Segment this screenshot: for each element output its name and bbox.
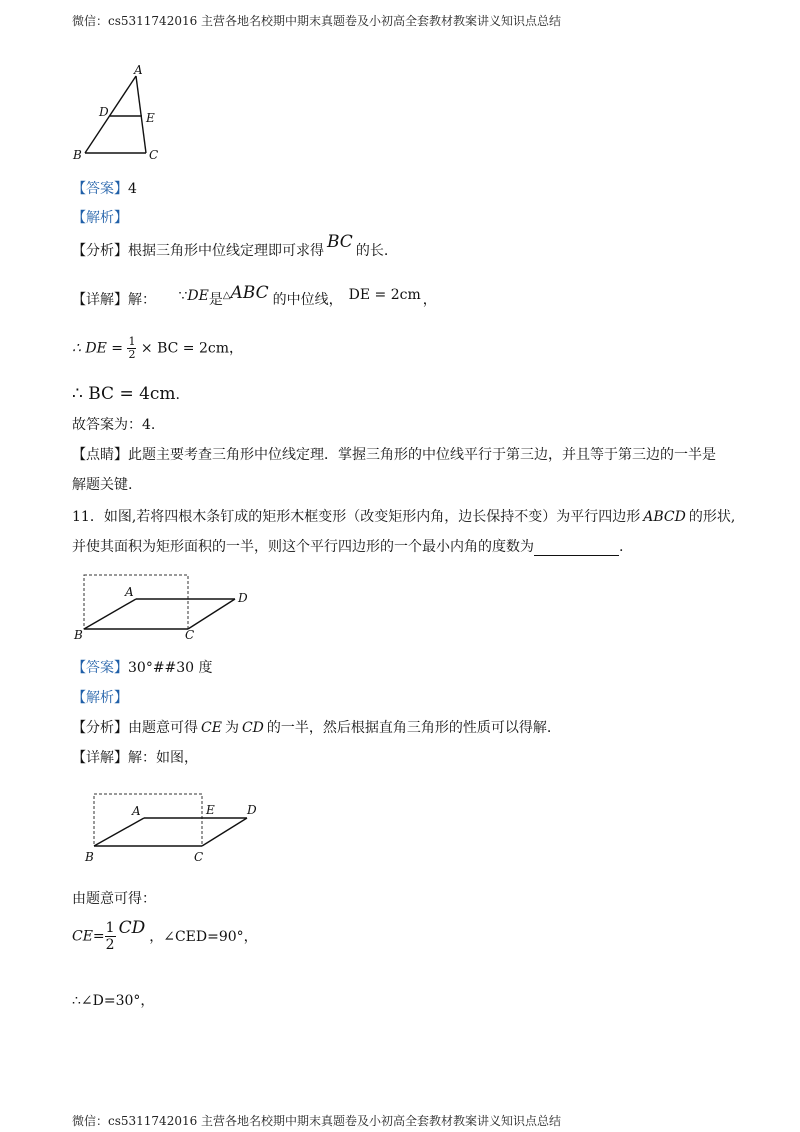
label-d: D [247, 803, 257, 817]
stem-text: 11．如图,若将四根木条钉成的矩形木框变形（改变矩形内角，边长保持不变）为平行四边形 [72, 509, 641, 525]
label-c: C [149, 148, 159, 162]
q11-ce-equation [72, 917, 258, 953]
step2-end: ， [229, 340, 243, 357]
fenxi-text: 由题意可得 [128, 720, 198, 736]
dianjing-text: 此题主要考查三角形中位线定理．掌握三角形的中位线平行于第三边，并且等于第三边的一半是 [128, 447, 716, 463]
var-ce: CE [201, 720, 222, 736]
label-a: A [132, 804, 141, 818]
de-equation: DE = 2cm [348, 287, 421, 303]
label-d: D [99, 105, 109, 119]
step2-post: × BC = 2cm [140, 340, 229, 357]
q10-xiangjie [72, 283, 437, 309]
frac-num: 1 [128, 335, 136, 348]
step3-eq: ∴ BC = 4cm [72, 384, 176, 404]
q11-answer [72, 657, 213, 677]
q10-dianjing-2: 解题关键. [72, 477, 133, 493]
frac-num: 1 [105, 920, 115, 936]
label-e: E [146, 111, 155, 125]
step2-pre: ∴ DE = [72, 340, 123, 357]
label-b: B [73, 148, 82, 162]
var-de: DE [187, 288, 209, 304]
fenxi-end: 的长. [355, 243, 389, 259]
stem-text-end: 的形状, [688, 509, 736, 525]
var-cd: CD [118, 917, 146, 938]
page-header: 微信：cs5311742016 主营各地名校期中期末真题卷及小初高全套教材教案讲义知识点总结 [72, 14, 562, 28]
q10-answer [72, 178, 137, 198]
label-e: E [206, 803, 215, 817]
xiangjie-tag: 【详解】 [72, 292, 128, 308]
stem-period: . [619, 539, 624, 555]
page-footer: 微信：cs5311742016 主营各地名校期中期末真题卷及小初高全套教材教案讲义知识点总结 [72, 1114, 562, 1128]
fenxi-tag: 【分析】 [72, 243, 128, 259]
parallelogram-e-figure [82, 788, 272, 866]
q10-step2 [72, 336, 243, 361]
var-abc: ABC [230, 283, 269, 303]
triangle-symbol: △ [222, 290, 231, 301]
var-cd: CD [241, 720, 264, 736]
label-b: B [74, 628, 83, 642]
label-c: C [194, 850, 204, 864]
comma: ， [422, 292, 437, 308]
frac-den: 2 [105, 937, 115, 953]
label-d: D [238, 591, 248, 605]
shi-text: 是 [208, 292, 223, 308]
ce-eq: CE= [72, 928, 105, 945]
label-c: C [185, 628, 195, 642]
q10-fenxi [72, 232, 389, 260]
answer-tag: 【答案】 [72, 181, 128, 197]
xiangjie-tag: 【详解】 [72, 750, 128, 766]
answer-value: 30°##30 度 [128, 660, 213, 676]
fraction-half [105, 920, 116, 953]
q11-xiangjie [72, 747, 198, 767]
step3-end: . [175, 387, 180, 403]
q11-stem-2 [72, 536, 623, 556]
label-a: A [125, 585, 134, 599]
var-abcd: ABCD [643, 509, 686, 525]
fenxi-text: 根据三角形中位线定理即可求得 [128, 243, 324, 259]
youtiyi-text: 由题意可得： [72, 891, 156, 907]
xiangjie-text: 解：如图， [128, 750, 198, 766]
fenxi-tag: 【分析】 [72, 720, 128, 736]
dianjing-tag: 【点睛】 [72, 447, 128, 463]
stem-text-2: 并使其面积为矩形面积的一半，则这个平行四边形的一个最小内角的度数为 [72, 539, 534, 555]
jiexi-tag: 【解析】 [72, 690, 128, 706]
triangle-figure [70, 62, 170, 164]
frac-den: 2 [128, 348, 136, 361]
q10-final: 故答案为：4. [72, 417, 156, 433]
answer-tag: 【答案】 [72, 660, 128, 676]
var-bc: BC [327, 232, 353, 252]
q11-conclusion: ∴∠D=30°， [72, 993, 155, 1009]
q11-fenxi [72, 717, 551, 737]
xiangjie-text: 解： [128, 292, 156, 308]
answer-value: 4 [128, 181, 137, 197]
q11-stem-1 [72, 506, 735, 526]
fraction-half [127, 336, 136, 361]
label-a: A [134, 63, 143, 77]
jiexi-tag: 【解析】 [72, 210, 128, 226]
ced-angle: ，∠CED=90°， [149, 928, 258, 945]
zhongweixian-text: 的中位线， [272, 292, 343, 308]
q10-step3 [72, 384, 180, 404]
fenxi-end: 的一半，然后根据直角三角形的性质可以得解. [266, 720, 552, 736]
answer-blank [534, 541, 619, 556]
q10-dianjing [72, 444, 716, 464]
because-symbol: ∵ [178, 288, 188, 304]
label-b: B [85, 850, 94, 864]
parallelogram-figure [70, 572, 270, 644]
fenxi-mid: 为 [224, 720, 239, 736]
